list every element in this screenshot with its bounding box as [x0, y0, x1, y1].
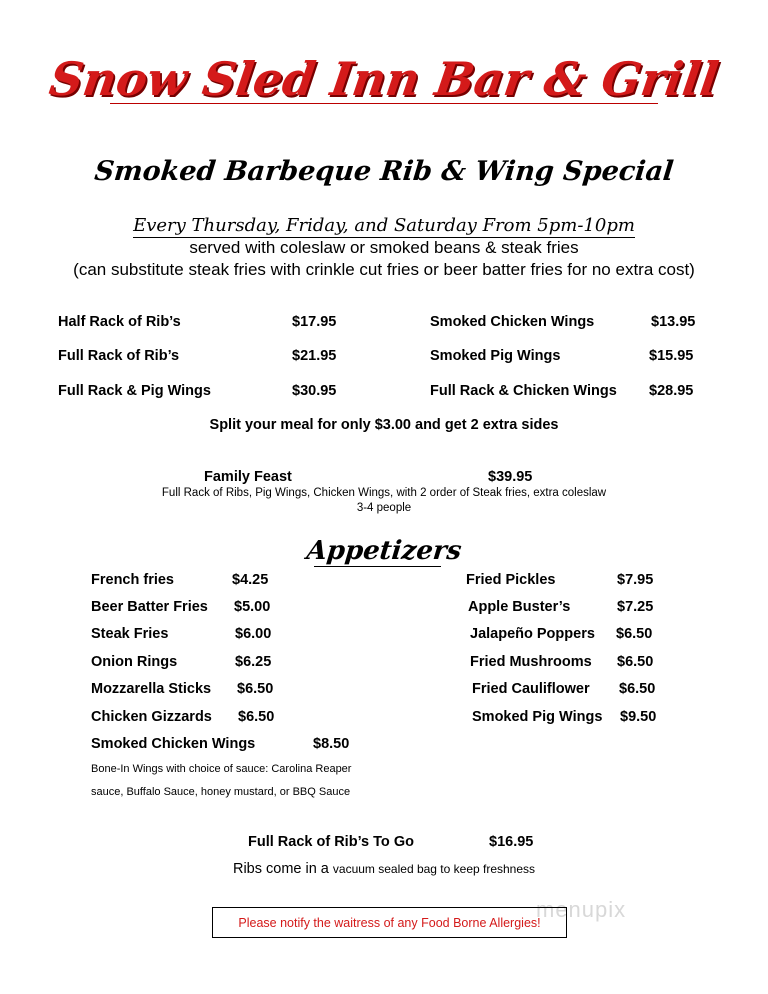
special-item-price: $15.95: [649, 348, 694, 364]
appetizer-item-name: Jalapeño Poppers: [470, 626, 595, 642]
special-substitute-note: (can substitute steak fries with crinkle cut fries or beer batter fries for no extra cost): [73, 260, 695, 279]
appetizer-item-name: Mozzarella Sticks: [91, 681, 212, 697]
appetizers-underline: [314, 566, 441, 567]
family-feast-price: $39.95: [488, 469, 533, 485]
family-feast-people: 3-4 people: [356, 502, 412, 514]
special-heading: Smoked Barbeque Rib & Wing Special: [93, 156, 675, 187]
appetizer-item-name: Apple Buster’s: [468, 599, 571, 615]
special-item-name: Half Rack of Rib’s: [58, 314, 181, 330]
appetizer-item-price: $6.50: [617, 654, 654, 670]
appetizer-item-name: Fried Mushrooms: [470, 654, 592, 670]
to-go-note: [0, 861, 768, 877]
special-item-name: Full Rack & Chicken Wings: [430, 383, 617, 399]
special-item-name: Full Rack & Pig Wings: [58, 383, 211, 399]
special-days-text: Every Thursday, Friday, and Saturday From 5pm-10pm: [133, 215, 635, 236]
special-served-with: served with coleslaw or smoked beans & steak fries: [189, 238, 579, 257]
to-go-item-price: $16.95: [489, 834, 534, 850]
special-item-price: $30.95: [292, 383, 337, 399]
split-meal-note: Split your meal for only $3.00 and get 2 extra sides: [209, 417, 559, 433]
appetizers-heading: Appetizers: [305, 536, 463, 566]
appetizer-item-price: $6.50: [616, 626, 653, 642]
appetizer-item-name: Fried Pickles: [466, 572, 556, 588]
appetizer-item-name: Steak Fries: [91, 626, 169, 642]
appetizer-item-name: Fried Cauliflower: [472, 681, 590, 697]
appetizer-item-price: $9.50: [620, 709, 657, 725]
appetizer-item-price: $6.25: [235, 654, 272, 670]
special-item-price: $13.95: [651, 314, 696, 330]
watermark-text: menupix: [536, 897, 627, 922]
family-feast-name: Family Feast: [204, 469, 292, 485]
appetizer-item-name: Beer Batter Fries: [91, 599, 208, 615]
appetizer-item-price: $6.50: [238, 709, 275, 725]
appetizer-item-price: $6.50: [619, 681, 656, 697]
special-item-name: Smoked Chicken Wings: [430, 314, 595, 330]
allergy-notice-box: [212, 907, 567, 938]
wing-sauce-note: Bone-In Wings with choice of sauce: Carolina Reaper: [91, 763, 352, 775]
appetizer-item-price: $7.25: [617, 599, 654, 615]
appetizer-item-name: Smoked Chicken Wings: [91, 736, 256, 752]
appetizer-item-price: $8.50: [313, 736, 350, 752]
to-go-note-lead: Ribs come in a: [232, 861, 333, 877]
appetizer-item-price: $6.50: [237, 681, 274, 697]
appetizer-item-price: $4.25: [232, 572, 269, 588]
to-go-note-rest: vacuum sealed bag to keep freshness: [332, 862, 536, 876]
to-go-item-name: Full Rack of Rib’s To Go: [248, 834, 414, 850]
appetizer-item-name: Smoked Pig Wings: [472, 709, 603, 725]
special-item-price: $28.95: [649, 383, 694, 399]
title-underline: [110, 103, 658, 104]
special-item-price: $21.95: [292, 348, 337, 364]
allergy-notice-text: Please notify the waitress of any Food Borne Allergies!: [238, 915, 541, 930]
restaurant-title: Snow Sled Inn Bar & Grill: [46, 52, 722, 106]
appetizer-item-price: $7.95: [617, 572, 654, 588]
appetizer-item-price: $6.00: [235, 626, 272, 642]
special-item-name: Full Rack of Rib’s: [58, 348, 180, 364]
special-item-price: $17.95: [292, 314, 337, 330]
appetizer-item-price: $5.00: [234, 599, 271, 615]
appetizer-item-name: Onion Rings: [91, 654, 178, 670]
special-days: [0, 215, 768, 236]
appetizer-item-name: French fries: [91, 572, 174, 588]
special-item-name: Smoked Pig Wings: [430, 348, 561, 364]
wing-sauce-note: sauce, Buffalo Sauce, honey mustard, or BBQ Sauce: [91, 786, 351, 798]
family-feast-description: Full Rack of Ribs, Pig Wings, Chicken Wings, with 2 order of Steak fries, extra coleslaw: [161, 487, 607, 499]
appetizer-item-name: Chicken Gizzards: [91, 709, 212, 725]
